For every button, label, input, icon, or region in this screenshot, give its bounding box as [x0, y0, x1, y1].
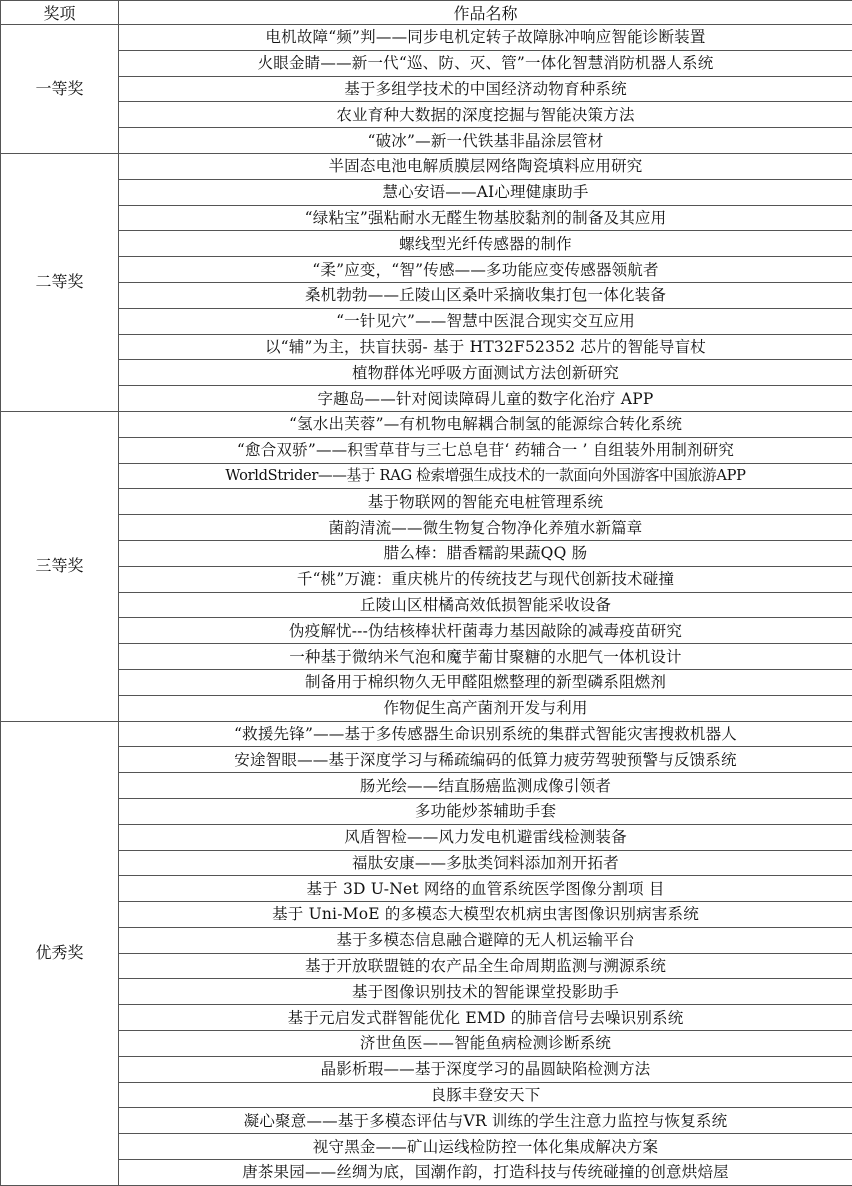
- table-row: [1, 902, 852, 928]
- work-title-cell: WorldStrider——基于 RAG 检索增强生成技术的一款面向外国游客中国旅游APP: [119, 463, 852, 489]
- table-row: [1, 618, 852, 644]
- work-title-cell: 作物促生高产菌剂开发与利用: [119, 695, 852, 721]
- table-row: [1, 773, 852, 799]
- work-title-cell: 丘陵山区柑橘高效低损智能采收设备: [119, 592, 852, 618]
- table-row: [1, 876, 852, 902]
- table-row: [1, 979, 852, 1005]
- work-title-cell: 唐茶果园——丝绸为底，国潮作韵，打造科技与传统碰撞的创意烘焙屋: [119, 1160, 852, 1186]
- table-row: [1, 1082, 852, 1108]
- work-title-cell: 基于多组学技术的中国经济动物育种系统: [119, 76, 852, 102]
- work-title-cell: “柔”应变，“智”传感——多功能应变传感器领航者: [119, 257, 852, 283]
- work-title-cell: “破冰”—新一代铁基非晶涂层管材: [119, 128, 852, 154]
- table-row: [1, 102, 852, 128]
- work-title-cell: 基于元启发式群智能优化 EMD 的肺音信号去噪识别系统: [119, 1005, 852, 1031]
- table-row: [1, 334, 852, 360]
- work-title-cell: “氢水出芙蓉”—有机物电解耦合制氢的能源综合转化系统: [119, 411, 852, 437]
- work-title-cell: 基于开放联盟链的农产品全生命周期监测与溯源系统: [119, 953, 852, 979]
- table-row: [1, 644, 852, 670]
- table-row: [1, 308, 852, 334]
- table-row: [1, 463, 852, 489]
- table-row: [1, 927, 852, 953]
- work-title-cell: 凝心聚意——基于多模态评估与VR 训练的学生注意力监控与恢复系统: [119, 1108, 852, 1134]
- work-title-cell: 风盾智检——风力发电机避雷线检测装备: [119, 824, 852, 850]
- table-row: [1, 153, 852, 179]
- table-row: [1, 747, 852, 773]
- prize-level-cell: 二等奖: [1, 153, 119, 411]
- table-row: [1, 669, 852, 695]
- table-row: [1, 1160, 852, 1186]
- table-row: [1, 205, 852, 231]
- work-title-cell: 多功能炒茶辅助手套: [119, 798, 852, 824]
- header-row: [1, 1, 852, 25]
- work-column-header: 作品名称: [119, 1, 852, 25]
- table-row: [1, 1005, 852, 1031]
- table-row: [1, 1134, 852, 1160]
- work-title-cell: 桑机勃勃——丘陵山区桑叶采摘收集打包一体化装备: [119, 282, 852, 308]
- work-title-cell: 基于 Uni-MoE 的多模态大模型农机病虫害图像识别病害系统: [119, 902, 852, 928]
- work-title-cell: 制备用于棉织物久无甲醛阻燃整理的新型磷系阻燃剂: [119, 669, 852, 695]
- table-row: [1, 179, 852, 205]
- table-row: [1, 592, 852, 618]
- work-title-cell: “愈合双骄”——积雪草苷与三七总皂苷‘ 药辅合一 ’ 自组装外用制剂研究: [119, 437, 852, 463]
- table-row: [1, 721, 852, 747]
- prize-column-header: 奖项: [1, 1, 119, 25]
- prize-level-cell: 优秀奖: [1, 721, 119, 1185]
- table-row: [1, 824, 852, 850]
- work-title-cell: 伪疫解忧---伪结核棒状杆菌毒力基因敲除的减毒疫苗研究: [119, 618, 852, 644]
- work-title-cell: 腊么棒：腊香糯韵果蔬QQ 肠: [119, 540, 852, 566]
- table-row: [1, 128, 852, 154]
- work-title-cell: 视守黑金——矿山运线检防控一体化集成解决方案: [119, 1134, 852, 1160]
- table-row: [1, 386, 852, 412]
- prize-level-cell: 一等奖: [1, 25, 119, 154]
- table-row: [1, 76, 852, 102]
- table-row: [1, 50, 852, 76]
- work-title-cell: 基于物联网的智能充电桩管理系统: [119, 489, 852, 515]
- work-title-cell: 一种基于微纳米气泡和魔芋葡甘聚糖的水肥气一体机设计: [119, 644, 852, 670]
- table-row: [1, 231, 852, 257]
- work-title-cell: 字趣岛——针对阅读障碍儿童的数字化治疗 APP: [119, 386, 852, 412]
- work-title-cell: 以“辅”为主，扶盲扶弱- 基于 HT32F52352 芯片的智能导盲杖: [119, 334, 852, 360]
- table-row: [1, 1108, 852, 1134]
- table-row: [1, 540, 852, 566]
- table-row: [1, 360, 852, 386]
- work-title-cell: 良豚丰登安天下: [119, 1082, 852, 1108]
- table-row: [1, 953, 852, 979]
- table-row: [1, 489, 852, 515]
- work-title-cell: 螺线型光纤传感器的制作: [119, 231, 852, 257]
- table-row: [1, 437, 852, 463]
- table-row: [1, 411, 852, 437]
- work-title-cell: 火眼金睛——新一代“巡、防、灭、管”一体化智慧消防机器人系统: [119, 50, 852, 76]
- work-title-cell: “绿粘宝”强粘耐水无醛生物基胶黏剂的制备及其应用: [119, 205, 852, 231]
- table-row: [1, 850, 852, 876]
- table-body: [1, 25, 852, 1186]
- work-title-cell: 基于 3D U-Net 网络的血管系统医学图像分割项 目: [119, 876, 852, 902]
- table-row: [1, 282, 852, 308]
- table-row: [1, 566, 852, 592]
- work-title-cell: 半固态电池电解质膜层网络陶瓷填料应用研究: [119, 153, 852, 179]
- table-row: [1, 25, 852, 51]
- work-title-cell: 千“桃”万漉：重庆桃片的传统技艺与现代创新技术碰撞: [119, 566, 852, 592]
- work-title-cell: 植物群体光呼吸方面测试方法创新研究: [119, 360, 852, 386]
- work-title-cell: 晶影析瑕——基于深度学习的晶圆缺陷检测方法: [119, 1056, 852, 1082]
- work-title-cell: 基于图像识别技术的智能课堂投影助手: [119, 979, 852, 1005]
- table-row: [1, 257, 852, 283]
- work-title-cell: 慧心安语——AI心理健康助手: [119, 179, 852, 205]
- work-title-cell: 菌韵清流——微生物复合物净化养殖水新篇章: [119, 515, 852, 541]
- prize-level-cell: 三等奖: [1, 411, 119, 721]
- table-row: [1, 1056, 852, 1082]
- table-row: [1, 695, 852, 721]
- work-title-cell: 电机故障“频”判——同步电机定转子故障脉冲响应智能诊断装置: [119, 25, 852, 51]
- work-title-cell: 福肽安康——多肽类饲料添加剂开拓者: [119, 850, 852, 876]
- work-title-cell: 肠光绘——结直肠癌监测成像引领者: [119, 773, 852, 799]
- work-title-cell: 农业育种大数据的深度挖掘与智能决策方法: [119, 102, 852, 128]
- work-title-cell: 安途智眼——基于深度学习与稀疏编码的低算力疲劳驾驶预警与反馈系统: [119, 747, 852, 773]
- work-title-cell: “救援先锋”——基于多传感器生命识别系统的集群式智能灾害搜救机器人: [119, 721, 852, 747]
- table-row: [1, 798, 852, 824]
- work-title-cell: 基于多模态信息融合避障的无人机运输平台: [119, 927, 852, 953]
- work-title-cell: 济世鱼医——智能鱼病检测诊断系统: [119, 1031, 852, 1057]
- table-header: [1, 1, 852, 25]
- work-title-cell: “一针见穴”——智慧中医混合现实交互应用: [119, 308, 852, 334]
- table-row: [1, 515, 852, 541]
- table-row: [1, 1031, 852, 1057]
